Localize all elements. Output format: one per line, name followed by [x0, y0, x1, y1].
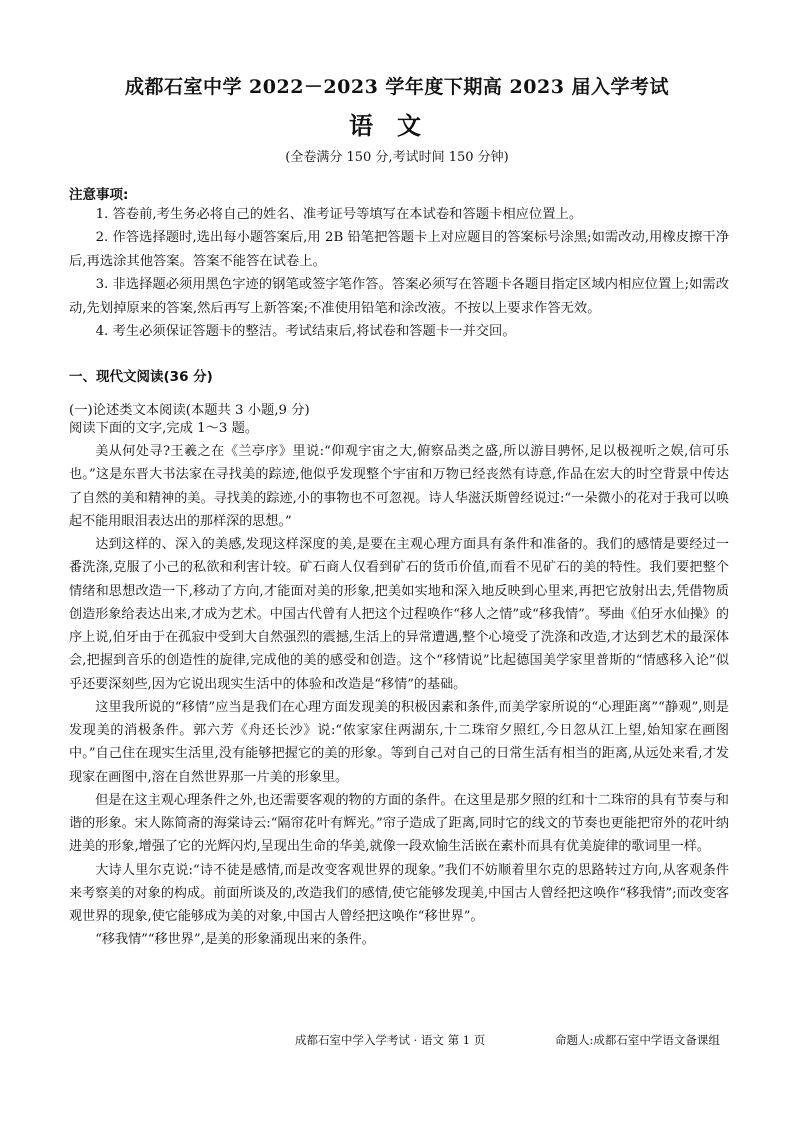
passage-paragraph: “移我情”“移世界”,是美的形象涌现出来的条件。 — [95, 932, 375, 948]
sub-section-heading: (一)论述类文本阅读(本题共 3 小题,9 分) — [69, 403, 310, 418]
subject-title: 语文 — [349, 111, 445, 140]
score-note: (全卷满分 150 分,考试时间 150 分钟) — [285, 150, 509, 165]
passage-paragraph: 达到这样的、深入的美感,发现这样深度的美,是要在主观心理方面具有条件和准备的。我们的感情是要经过一番洗涤,克服了小己的私欲和利害计较。矿石商人仅看到矿石的货币价值,而看不见矿石的美的特性。我们要把整个情绪和思想改造一下,移动了方向,才能面对美的形象,把美如实地和深入地反映到心里来,再把它放射出去,凭借物质创造形象给表达出来,才成为艺术。中国古代曾有人把这个过程唤作“移人之情”或“移我情”。琴曲《伯牙水仙操》的序上说,伯牙由于在孤寂中受到大自然强烈的震撼,生活上的异常遭遇,整个心境受了洗涤和改造,才达到艺术的最深体会,把握到音乐的创造性的旋律,完成他的美的感受和创造。这个“移情说”比起德国美学家里普斯的“情感移入论”似乎还要深刻些,因为它说出现实生活中的体验和改造是“移情”的基础。 — [69, 537, 729, 692]
notice-item: 3. 非选择题必须用黑色字迹的钢笔或签字笔作答。答案必须写在答题卡各题目指定区域内相应位置上;如需改动,先划掉原来的答案,然后再写上新答案;不准使用铅笔和涂改液。不按以上要求作答无效。 — [69, 277, 729, 316]
notice-item: 4. 考生必须保证答题卡的整洁。考试结束后,将试卷和答题卡一并交回。 — [95, 324, 516, 340]
passage-paragraph: 大诗人里尔克说:“诗不徒是感情,而是改变客观世界的现象。”我们不妨顺着里尔克的思路转过方向,从客观条件来考察美的对象的构成。前面所谈及的,改造我们的感情,使它能够发现美,中国古人曾经把这唤作“移我情”;而改变客观世界的现象,使它能够成为美的对象,中国古人曾经把这唤作“移世界”。 — [69, 862, 729, 924]
page-footer: 成都石室中学入学考试 · 语文 第 1 页 — [295, 1033, 486, 1047]
passage-paragraph: 美从何处寻?王羲之在《兰亭序》里说:“仰观宇宙之大,俯察品类之盛,所以游目骋怀,足以极视听之娱,信可乐也。”这是东晋大书法家在寻找美的踪迹,他似乎发现整个宇宙和万物已经丧然有诗意,作品在宏大的时空背景中传达了自然的美和精神的美。寻找美的踪迹,小的事物也不可忽视。诗人华滋沃斯曾经说过:“一朵微小的花对于我可以唤起不能用眼泪表达出的那样深的思想。” — [69, 444, 729, 529]
section-heading: 一、现代文阅读(36 分) — [69, 369, 213, 385]
passage-paragraph: 但是在这主观心理条件之外,也还需要客观的物的方面的条件。在这里是那夕照的红和十二珠帘的具有节奏与和谐的形象。宋人陈简斋的海棠诗云:“隔帘花叶有辉光。”帘子造成了距离,同时它的线文的节奏也更能把帘外的花叶纳进美的形象,增强了它的光辉闪灼,呈现出生命的华美,就像一段欢愉生活嵌在素朴而具有优美旋律的歌词里一样。 — [69, 792, 729, 855]
notice-list — [69, 203, 729, 343]
reading-passage — [69, 440, 729, 952]
reading-instruction: 阅读下面的文字,完成 1～3 题。 — [69, 421, 259, 436]
notice-heading: 注意事项: — [69, 187, 129, 203]
passage-paragraph: 这里我所说的“移情”应当是我们在心理方面发现美的积极因素和条件,而美学家所说的“心理距离”“静观”,则是发现美的消极条件。郭六芳《舟还长沙》说:“侬家家住两湖东,十二珠帘夕照红,今日忽从江上望,始知家在画图中。”自己住在现实生活里,没有能够把握它的美的形象。等到自己对自己的日常生活有相当的距离,从远处来看,才发现家在画图中,溶在自然世界那一片美的形象里。 — [69, 699, 729, 785]
notice-item: 2. 作答选择题时,选出每小题答案后,用 2B 铅笔把答题卡上对应题目的答案标号涂黑;如需改动,用橡皮擦干净后,再选涂其他答案。答案不能答在试卷上。 — [69, 230, 729, 269]
author-credit: 命题人:成都石室中学语文备课组 — [555, 1033, 720, 1047]
exam-title: 成都石室中学 2022－2023 学年度下期高 2023 届入学考试 — [124, 76, 670, 98]
notice-item: 1. 答卷前,考生务必将自己的姓名、准考证号等填写在本试卷和答题卡相应位置上。 — [95, 207, 583, 222]
